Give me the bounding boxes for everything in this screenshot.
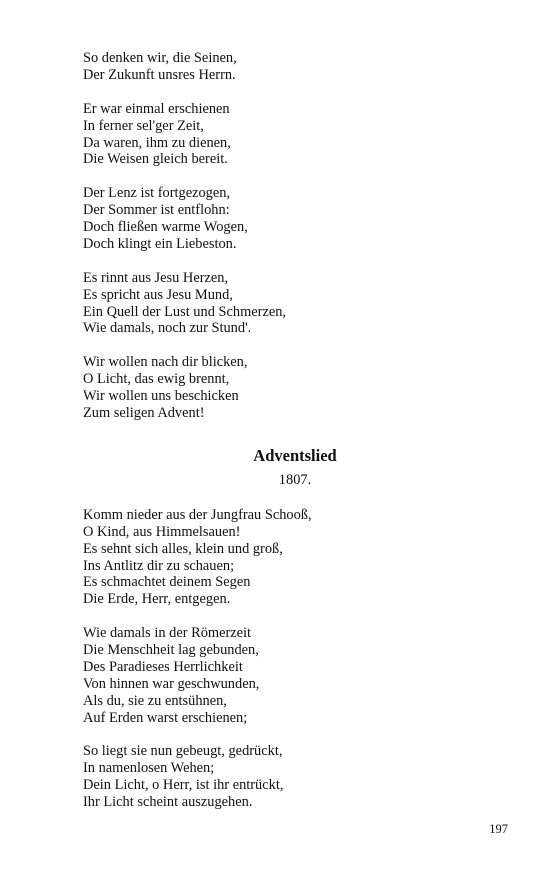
poem-line: Wie damals in der Römerzeit: [83, 625, 252, 642]
poem-line: Ihr Licht scheint auszugehen.: [83, 794, 253, 811]
poem-line: Komm nieder aus der Jungfrau Schooß,: [83, 506, 312, 523]
poem-line: Es spricht aus Jesu Mund,: [83, 286, 233, 303]
page-number: 197: [489, 822, 508, 836]
stanza: [83, 354, 503, 422]
poem-line: Wie damals, noch zur Stund'.: [83, 320, 252, 337]
poem-line: Ein Quell der Lust und Schmerzen,: [83, 303, 287, 320]
poem-line: Die Menschheit lag gebunden,: [83, 642, 259, 659]
poem-line: Ins Antlitz dir zu schauen;: [83, 557, 235, 574]
poem-line: Der Sommer ist entflohn:: [83, 202, 230, 219]
poem-line: In namenlosen Wehen;: [83, 760, 215, 777]
poem-line: Wir wollen uns beschicken: [83, 388, 239, 405]
poem-line: Des Paradieses Herrlichkeit: [83, 658, 243, 675]
stanza: [83, 625, 503, 726]
poem-year: 1807.: [278, 471, 312, 488]
poem-line: Wir wollen nach dir blicken,: [83, 354, 248, 371]
poem-line: Der Lenz ist fortgezogen,: [83, 185, 231, 202]
poem-line: Es schmachtet deinem Segen: [83, 574, 251, 591]
poem-line: Doch fließen warme Wogen,: [83, 219, 248, 236]
poem-line: Er war einmal erschienen: [83, 100, 230, 117]
poem-line: Dein Licht, o Herr, ist ihr entrückt,: [83, 777, 284, 794]
poem-line: So denken wir, die Seinen,: [83, 50, 237, 66]
poem-line: Als du, sie zu entsühnen,: [83, 692, 227, 709]
poem-title: Adventslied: [253, 445, 337, 465]
poem-line: Auf Erden warst erschienen;: [83, 709, 248, 726]
stanza: [83, 101, 503, 169]
poem-line: Die Weisen gleich bereit.: [83, 151, 228, 168]
poem-line: So liegt sie nun gebeugt, gedrückt,: [83, 743, 283, 760]
poem-line: Es sehnt sich alles, klein und groß,: [83, 540, 283, 557]
stanza: [83, 270, 503, 338]
poem-line: In ferner sel'ger Zeit,: [83, 117, 204, 134]
poem-line: Die Erde, Herr, entgegen.: [83, 591, 231, 608]
poem-line: O Kind, aus Himmelsauen!: [83, 523, 241, 540]
poem-line: O Licht, das ewig brennt,: [83, 371, 230, 388]
poem-line: Der Zukunft unsres Herrn.: [83, 66, 236, 83]
poem-line: Da waren, ihm zu dienen,: [83, 134, 231, 151]
poem-line: Zum seligen Advent!: [83, 404, 205, 421]
poem-line: Von hinnen war geschwunden,: [83, 675, 260, 692]
stanza: [83, 185, 503, 253]
poem-text-block: [83, 50, 503, 811]
poem-line: Es rinnt aus Jesu Herzen,: [83, 269, 229, 286]
stanza: [83, 50, 503, 84]
stanza: [83, 507, 503, 608]
stanza: [83, 743, 503, 811]
poem-line: Doch klingt ein Liebeston.: [83, 235, 237, 252]
